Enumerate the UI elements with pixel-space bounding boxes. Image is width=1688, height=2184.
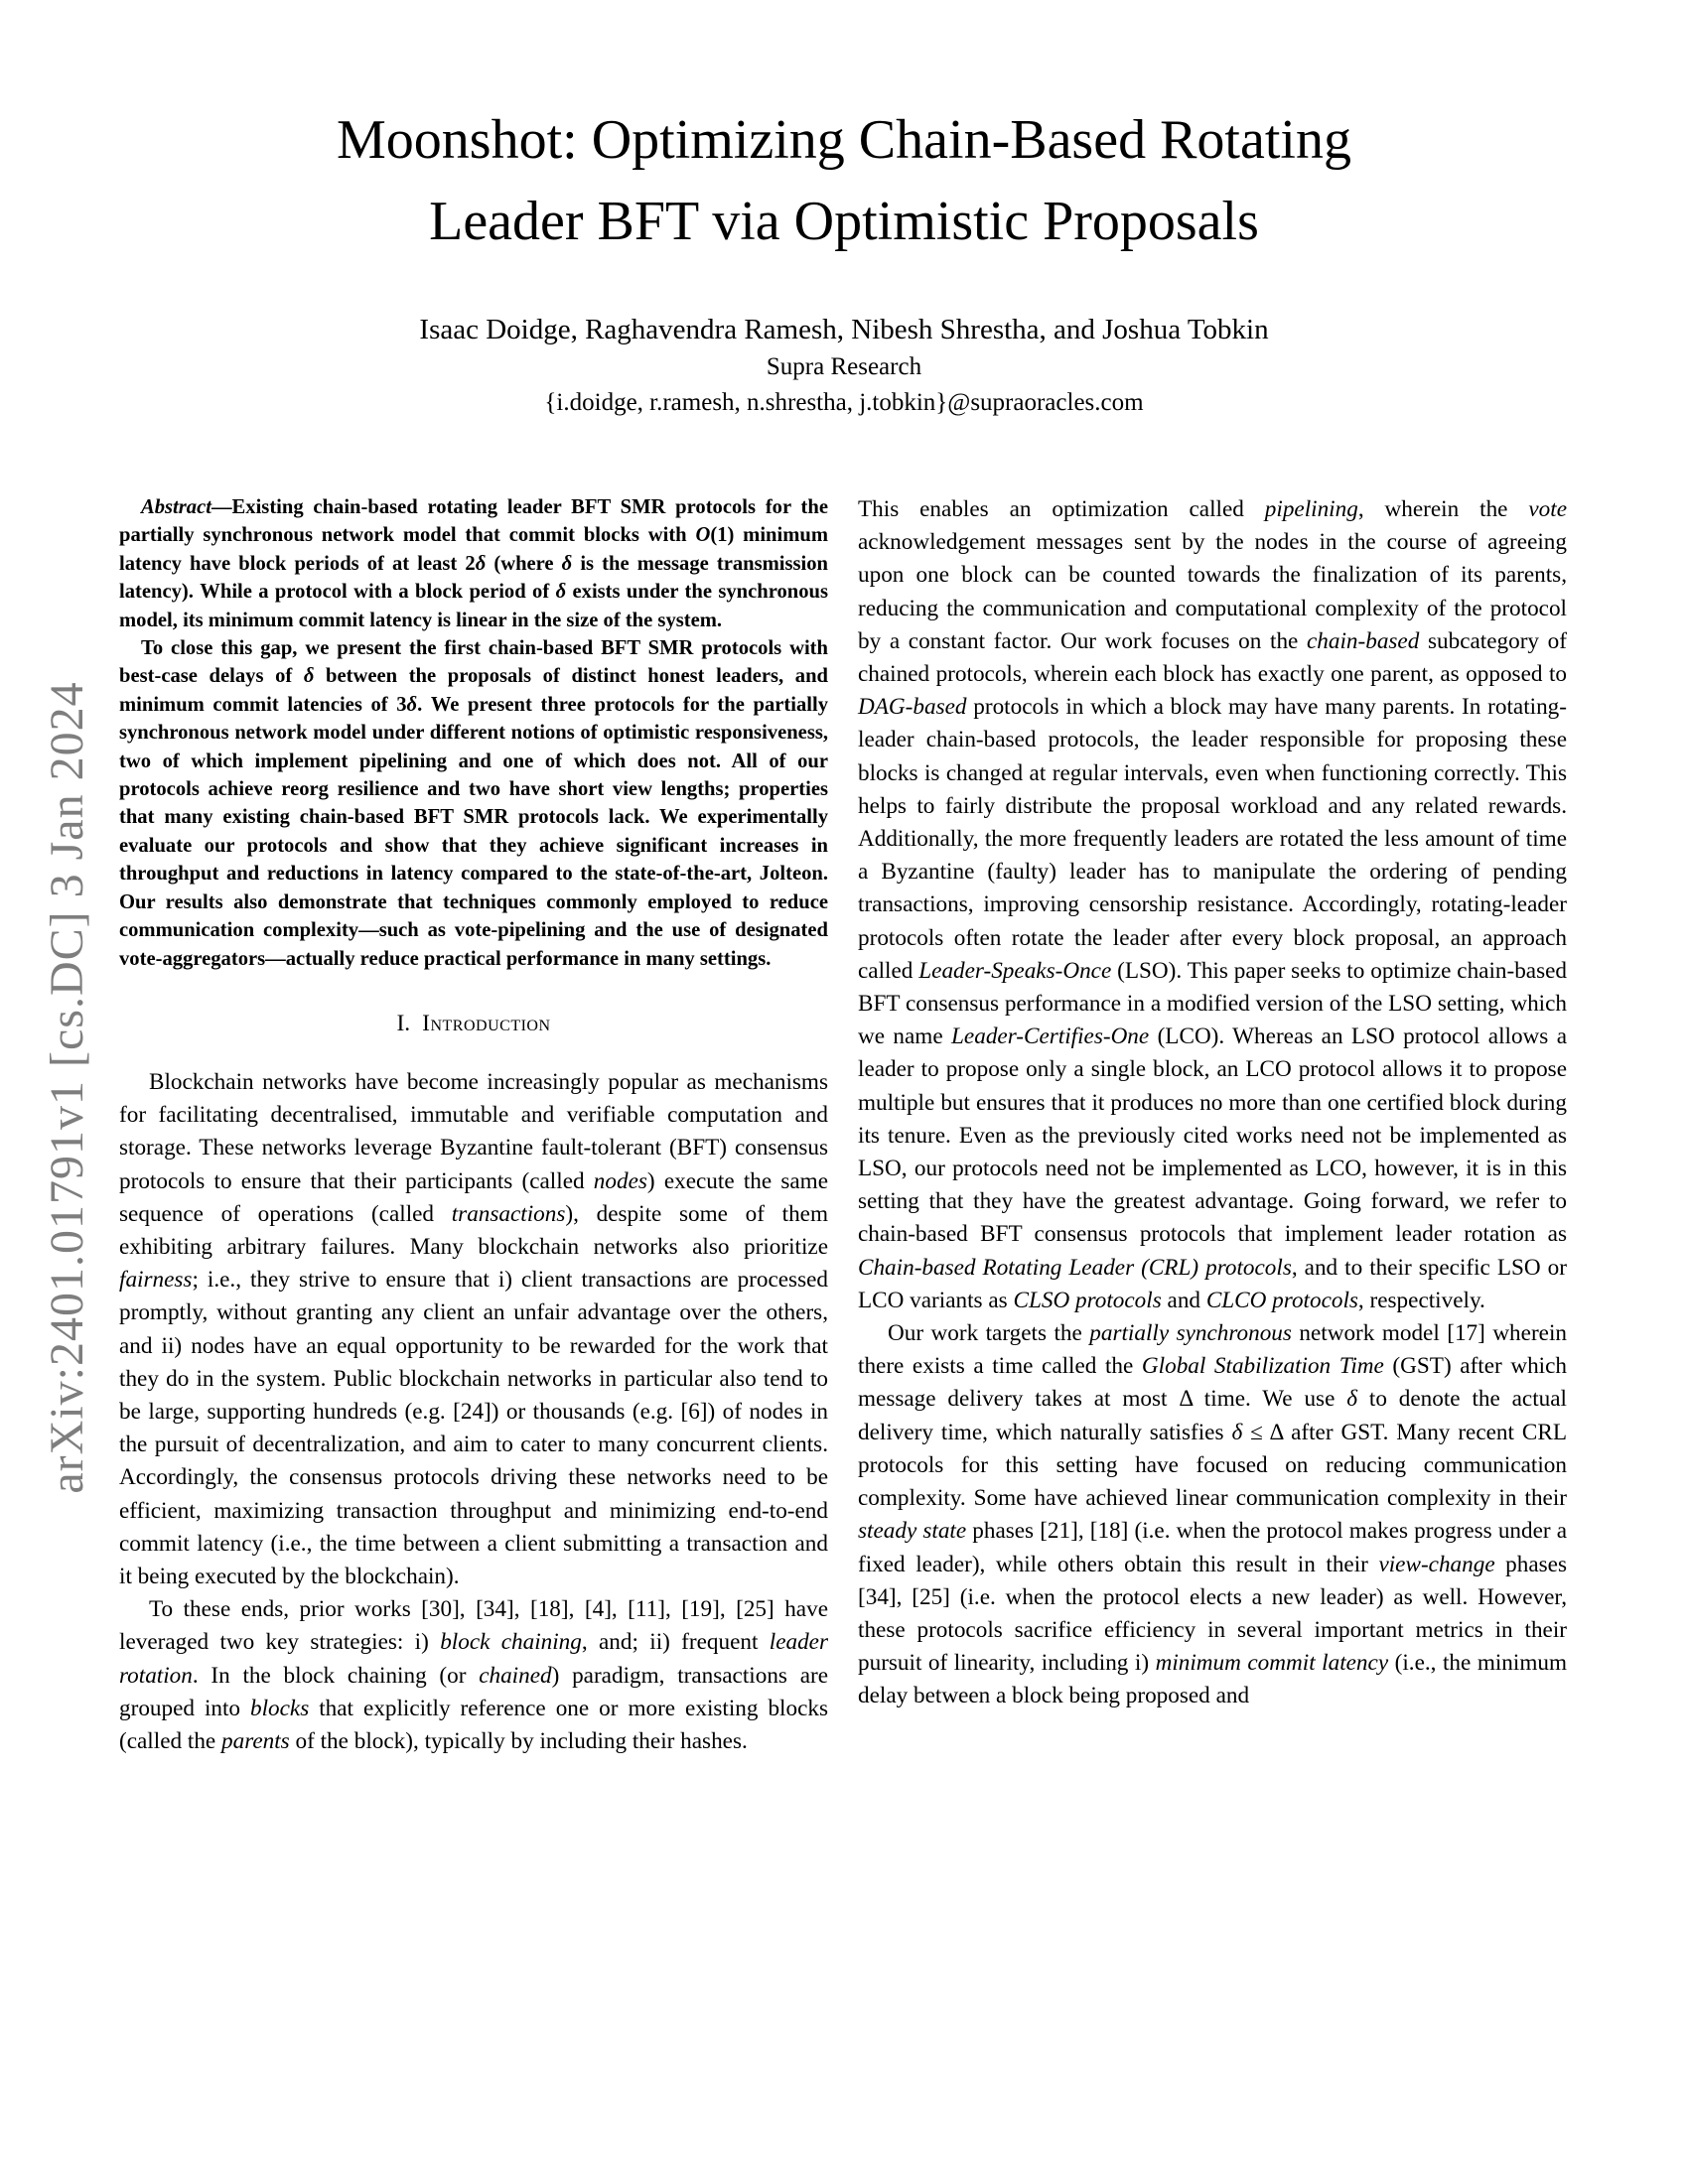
section-heading bbox=[119, 1009, 828, 1038]
right-column bbox=[858, 493, 1567, 1713]
abstract-paragraph: Abstract—Existing chain-based rotating leader BFT SMR protocols for the partially synchronous network model that commit blocks with O(1) minimum latency have block periods of at least 2δ (where δ is the message transmission latency). While a protocol with a block period of δ exists under the synchronous model, its minimum commit latency is linear in the size of the system. bbox=[119, 496, 828, 631]
abstract-paragraph: To close this gap, we present the first chain-based BFT SMR protocols with best-case delays of δ between the proposals of distinct honest leaders, and minimum commit latencies of 3δ. We present three protocols for the partially synchronous network model under different notions of optimistic responsiveness, two of which implement pipelining and one of which does not. All of our protocols achieve reorg resilience and two have short view lengths; properties that many existing chain-based BFT SMR protocols lack. We experimentally evaluate our protocols and show that they achieve significant increases in throughput and reductions in latency compared to the state-of-the-art, Jolteon. Our results also demonstrate that techniques commonly employed to reduce communication complexity—such as vote-pipelining and the use of designated vote-aggregators—actually reduce practical performance in many settings. bbox=[119, 637, 828, 970]
paper-header bbox=[0, 99, 1688, 418]
author-list: Isaac Doidge, Raghavendra Ramesh, Nibesh Shrestha, and Joshua Tobkin bbox=[419, 314, 1269, 345]
abstract-label: Abstract bbox=[141, 496, 211, 518]
body-paragraph: This enables an optimization called pipelining, wherein the vote acknowledgement messages sent by the nodes in the course of agreeing upon one block can be counted towards the finalization of its parents, reducing the communication and computational complexity of the protocol by a constant factor. Our work focuses on the chain-based subcategory of chained protocols, wherein each block has exactly one parent, as opposed to DAG-based protocols in which a block may have many parents. In rotating-leader chain-based protocols, the leader responsible for proposing these blocks is changed at regular intervals, even when functioning correctly. This helps to fairly distribute the proposal workload and any related rewards. Additionally, the more frequently leaders are rotated the less amount of time a Byzantine (faulty) leader has to manipulate the ordering of pending transactions, improving censorship resistance. Accordingly, rotating-leader protocols often rotate the leader after every block proposal, an approach called Leader-Speaks-Once (LSO). This paper seeks to optimize chain-based BFT consensus performance in a modified version of the LSO setting, which we name Leader-Certifies-One (LCO). Whereas an LSO protocol allows a leader to propose only a single block, an LCO protocol allows it to propose multiple but ensures that it produces no more than one certified block during its tenure. Even as the previously cited works need not be implemented as LSO, our protocols need not be implemented as LCO, however, it is in this setting that they have the greatest advantage. Going forward, we refer to chain-based BFT consensus protocols that implement leader rotation as Chain-based Rotating Leader (CRL) protocols, and to their specific LSO or LCO variants as CLSO protocols and CLCO protocols, respectively. bbox=[858, 496, 1568, 1313]
paper-title-line-1: Moonshot: Optimizing Chain-Based Rotating bbox=[337, 109, 1351, 171]
section-number: I. bbox=[396, 1010, 411, 1036]
affiliation: Supra Research bbox=[766, 353, 922, 380]
section-title: Introduction bbox=[422, 1010, 551, 1036]
body-paragraph: Our work targets the partially synchronous network model [17] wherein there exists a time called the Global Stabilization Time (GST) after which message delivery takes at most Δ time. We use δ to denote the actual delivery time, which naturally satisfies δ ≤ Δ after GST. Many recent CRL protocols for this setting have focused on reducing communication complexity. Some have achieved linear communication complexity in their steady state phases [21], [18] (i.e. when the protocol makes progress under a fixed leader), while others obtain this result in their view-change phases [34], [25] (i.e. when the protocol elects a new leader) as well. However, these protocols sacrifice efficiency in several important metrics in their pursuit of linearity, including i) minimum commit latency (i.e., the minimum delay between a block being proposed and bbox=[858, 1320, 1568, 1709]
paper-title-line-2: Leader BFT via Optimistic Proposals bbox=[429, 191, 1259, 252]
left-column bbox=[119, 493, 828, 1758]
arxiv-watermark: arXiv:2401.01791v1 [cs.DC] 3 Jan 2024 bbox=[41, 681, 93, 1494]
body-paragraph: Blockchain networks have become increasingly popular as mechanisms for facilitating decentralised, immutable and verifiable computation and storage. These networks leverage Byzantine fault-tolerant (BFT) consensus protocols to ensure that their participants (called nodes) execute the same sequence of operations (called transactions), despite some of them exhibiting arbitrary failures. Many blockchain networks also prioritize fairness; i.e., they strive to ensure that i) client transactions are processed promptly, without granting any client an unfair advantage over the others, and ii) nodes have an equal opportunity to be rewarded for the work that they do in the system. Public blockchain networks in particular also tend to be large, supporting hundreds (e.g. [24]) or thousands (e.g. [6]) of nodes in the pursuit of decentralization, and aim to cater to many concurrent clients. Accordingly, the consensus protocols driving these networks need to be efficient, maximizing transaction throughput and minimizing end-to-end commit latency (i.e., the time between a client submitting a transaction and it being executed by the blockchain). bbox=[119, 1068, 829, 1589]
author-emails: {i.doidge, r.ramesh, n.shrestha, j.tobkin}@supraoracles.com bbox=[544, 389, 1144, 416]
body-paragraph: To these ends, prior works [30], [34], [18], [4], [11], [19], [25] have leveraged two key strategies: i) block chaining, and; ii) frequent leader rotation. In the block chaining (or chained) paradigm, transactions are grouped into blocks that explicitly reference one or more existing blocks (called the parents of the block), typically by including their hashes. bbox=[119, 1596, 829, 1754]
